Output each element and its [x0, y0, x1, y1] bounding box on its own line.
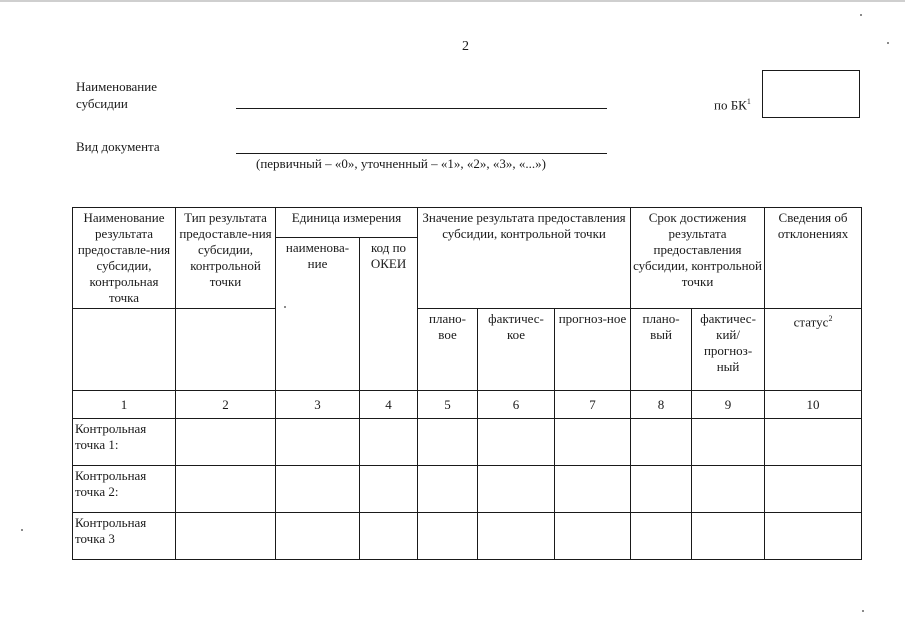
table-cell[interactable] — [276, 466, 360, 513]
subsidy-label-line1: Наименование — [76, 79, 157, 94]
page-number: 2 — [462, 39, 469, 54]
table-cell[interactable] — [765, 419, 862, 466]
table-cell[interactable] — [418, 466, 478, 513]
header-result-type-cont — [176, 309, 276, 391]
document-type-hint: (первичный – «0», уточненный – «1», «2», «3», «...») — [256, 156, 546, 171]
table-cell[interactable] — [692, 513, 765, 560]
table-cell[interactable] — [418, 513, 478, 560]
bk-label-text: по БК — [714, 97, 747, 113]
table-cell[interactable] — [176, 419, 276, 466]
header-term-group: Срок достижения результата предоставления субсидии, контрольной точки — [631, 208, 765, 309]
header-status-text: статус — [793, 314, 829, 330]
row-label: Контрольная точка 3 — [73, 513, 176, 560]
table-cell[interactable] — [631, 513, 692, 560]
table-cell[interactable] — [692, 466, 765, 513]
table-cell[interactable] — [631, 419, 692, 466]
column-number: 4 — [360, 391, 418, 419]
table-row — [73, 419, 862, 466]
scan-speck — [21, 529, 23, 531]
column-number: 6 — [478, 391, 555, 419]
table-cell[interactable] — [478, 466, 555, 513]
document-type-label: Вид документа — [76, 139, 160, 154]
scan-speck — [284, 306, 286, 308]
header-deviation-group: Сведения об отклонениях — [765, 208, 862, 309]
table-row — [73, 466, 862, 513]
table-cell[interactable] — [765, 513, 862, 560]
column-number: 7 — [555, 391, 631, 419]
table-cell[interactable] — [692, 419, 765, 466]
header-result-name-cont — [73, 309, 176, 391]
header-status — [765, 309, 862, 391]
column-number: 9 — [692, 391, 765, 419]
header-value-planned: плано-вое — [418, 309, 478, 391]
scan-speck — [862, 610, 864, 612]
row-label: Контрольная точка 2: — [73, 466, 176, 513]
table-cell[interactable] — [555, 513, 631, 560]
table-row — [73, 513, 862, 560]
table-cell[interactable] — [478, 513, 555, 560]
table-cell[interactable] — [176, 466, 276, 513]
document-type-field-line[interactable] — [236, 153, 607, 154]
table-cell[interactable] — [418, 419, 478, 466]
table-cell[interactable] — [360, 513, 418, 560]
subsidy-name-field-line[interactable] — [236, 108, 607, 109]
table-cell[interactable] — [360, 466, 418, 513]
table-cell[interactable] — [478, 419, 555, 466]
subsidy-label-line2: субсидии — [76, 96, 128, 111]
table-cell[interactable] — [360, 419, 418, 466]
bk-code-box[interactable] — [762, 70, 860, 118]
column-number: 8 — [631, 391, 692, 419]
header-unit-okei: код по ОКЕИ — [360, 238, 418, 391]
header-term-planned: плано-вый — [631, 309, 692, 391]
results-table — [72, 207, 862, 560]
column-number: 1 — [73, 391, 176, 419]
header-term-actual: фактичес-кий/ прогноз-ный — [692, 309, 765, 391]
table-cell[interactable] — [555, 466, 631, 513]
column-number: 2 — [176, 391, 276, 419]
scan-speck — [860, 14, 862, 16]
header-value-forecast: прогноз-ное — [555, 309, 631, 391]
scan-speck — [887, 42, 889, 44]
header-unit-group: Единица измерения — [276, 208, 418, 238]
header-result-name: Наименование результата предоставле-ния субсидии, контрольная точка — [73, 208, 176, 309]
header-value-group: Значение результата предоставления субсидии, контрольной точки — [418, 208, 631, 309]
subsidy-name-label — [76, 78, 157, 112]
table-cell[interactable] — [555, 419, 631, 466]
page-top-edge — [0, 0, 905, 2]
table-cell[interactable] — [276, 419, 360, 466]
table-cell[interactable] — [631, 466, 692, 513]
row-label: Контрольная точка 1: — [73, 419, 176, 466]
column-number: 3 — [276, 391, 360, 419]
table-cell[interactable] — [276, 513, 360, 560]
header-unit-name: наименова-ние — [276, 238, 360, 391]
status-footnote-mark: 2 — [828, 314, 833, 323]
table-cell[interactable] — [765, 466, 862, 513]
table-cell[interactable] — [176, 513, 276, 560]
column-number: 5 — [418, 391, 478, 419]
header-result-type: Тип результата предоставле-ния субсидии, контрольной точки — [176, 208, 276, 309]
bk-footnote-mark: 1 — [746, 97, 751, 106]
header-value-actual: фактичес-кое — [478, 309, 555, 391]
column-number: 10 — [765, 391, 862, 419]
bk-label — [714, 97, 751, 113]
